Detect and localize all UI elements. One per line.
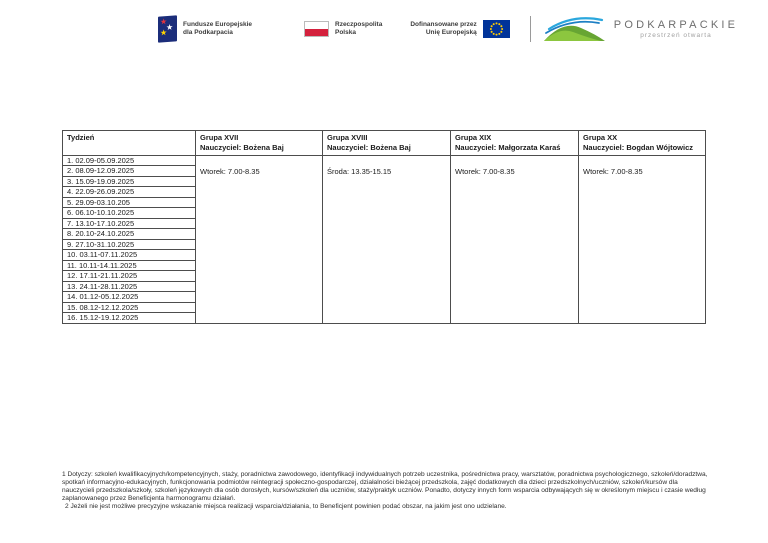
week-cell: 5. 29.09-03.10.205 (63, 197, 196, 208)
week-cell: 10. 03.11-07.11.2025 (63, 250, 196, 261)
footnote-2: 2 Jeżeli nie jest możliwe precyzyjne wskazanie miejsca realizacji wsparcia/działania, to Beneficjent powinien podać obszar, na jakim jest ono udzielane. (65, 502, 507, 510)
logo-dofinansowane-ue (410, 20, 509, 38)
schedule-table (62, 130, 706, 324)
week-cell: 14. 01.12-05.12.2025 (63, 292, 196, 303)
week-cell: 9. 27.10-31.10.2025 (63, 239, 196, 250)
week-cell: 3. 15.09-19.09.2025 (63, 176, 196, 187)
week-row (63, 155, 706, 166)
week-cell: 12. 17.11-21.11.2025 (63, 271, 196, 282)
week-cell: 16. 15.12-19.12.2025 (63, 313, 196, 324)
fundusze-europejskie-label: Fundusze Europejskie dla Podkarpacia (183, 20, 252, 36)
logo-fundusze-europejskie (158, 16, 252, 42)
podkarpackie-swoosh-icon (543, 15, 607, 43)
week-cell: 11. 10.11-14.11.2025 (63, 260, 196, 271)
fundusze-europejskie-flag-icon: ★ ★ ★ (158, 15, 177, 42)
week-cell: 7. 13.10-17.10.2025 (63, 218, 196, 229)
eu-flag-icon (483, 20, 510, 38)
week-cell: 13. 24.11-28.11.2025 (63, 281, 196, 292)
group-header: Grupa XX Nauczyciel: Bogdan Wójtowicz (579, 131, 706, 156)
logo-rzeczpospolita-polska (304, 21, 382, 37)
group-schedule-cell: Wtorek: 7.00-8.35 (196, 155, 323, 323)
group-schedule-cell: Wtorek: 7.00-8.35 (579, 155, 706, 323)
group-header: Grupa XVII Nauczyciel: Bożena Baj (196, 131, 323, 156)
week-cell: 2. 08.09-12.09.2025 (63, 166, 196, 177)
group-header: Grupa XIX Nauczyciel: Małgorzata Karaś (451, 131, 579, 156)
group-schedule-cell: Środa: 13.35-15.15 (323, 155, 451, 323)
dofinansowane-ue-label: Dofinansowane przez Unię Europejską (410, 20, 477, 36)
week-column-header: Tydzień (63, 131, 196, 156)
logo-strip (158, 13, 738, 45)
week-cell: 4. 22.09-26.09.2025 (63, 187, 196, 198)
week-cell: 8. 20.10-24.10.2025 (63, 229, 196, 240)
footnotes (62, 471, 708, 511)
group-schedule-cell: Wtorek: 7.00-8.35 (451, 155, 579, 323)
group-header: Grupa XVIII Nauczyciel: Bożena Baj (323, 131, 451, 156)
logo-podkarpackie (543, 15, 738, 43)
week-cell: 15. 08.12-12.12.2025 (63, 302, 196, 313)
rzeczpospolita-polska-label: Rzeczpospolita Polska (335, 20, 383, 36)
poland-flag-icon (304, 21, 329, 37)
logo-divider (530, 16, 531, 42)
week-cell: 1. 02.09-05.09.2025 (63, 155, 196, 166)
podkarpackie-label: PODKARPACKIE przestrzeń otwarta (613, 19, 739, 39)
footnote-1: 1 Dotyczy: szkoleń kwalifikacyjnych/kompetencyjnych, staży, poradnictwa zawodowego, identyfikacji indywidualnych potrzeb uczestnika, pośrednictwa pracy, warsztatów, poradnictwa psychologicznego, szkoleń/doradztwa, spotkań informacyjno-edukacyjnych, funkcjonowania podmiotów reintegracji społeczno-gospodarczej, działalności bieżącej przedszkola, zajęć dodatkowych dla dzieci przedszkolnych/uczniów, szkoleń/kursów dla nauczycieli przedszkola/szkoły, szkoleń językowych dla osób dorosłych, kursów/szkoleń dla uczniów, staży/praktyk uczniów. Ponadto, dotyczy innych form wsparcia odbywających się w określonym miejscu i czasie według zaplanowanego przez Beneficjenta harmonogramu działań. (62, 471, 708, 502)
table-header-row (63, 131, 706, 156)
week-cell: 6. 06.10-10.10.2025 (63, 208, 196, 219)
